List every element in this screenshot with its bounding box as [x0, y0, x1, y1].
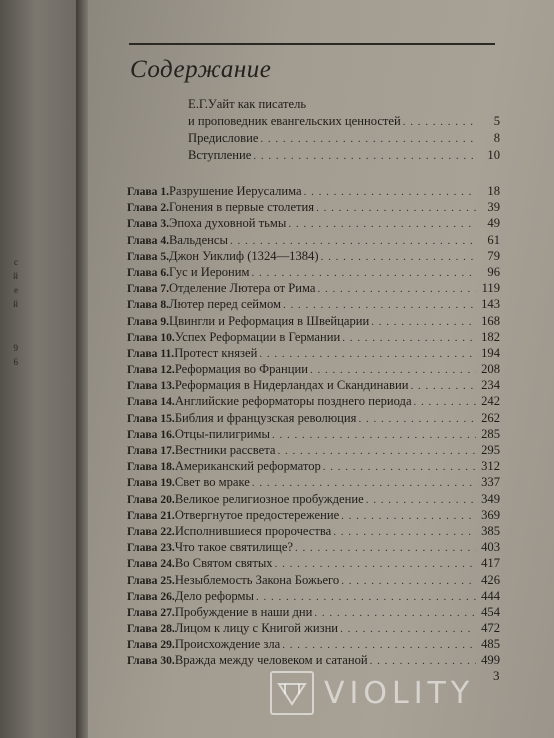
toc-chapter-entry [127, 249, 500, 265]
left-page-fragment: й [13, 299, 18, 309]
chapter-list [127, 184, 500, 670]
entry-page-number: 10 [487, 148, 500, 162]
dot-leader [321, 251, 476, 263]
toc-chapter-entry [127, 475, 500, 491]
entry-title: Свет во мраке [174, 475, 250, 490]
entry-title: Эпоха духовной тьмы [169, 216, 287, 231]
chapter-number: Глава 20. [127, 492, 175, 506]
entry-page-number: 8 [493, 131, 500, 145]
toc-chapter-entry [127, 427, 500, 443]
entry-title: Отвергнутое предостережение [174, 507, 340, 522]
toc-chapter-entry [127, 216, 500, 232]
dot-leader [260, 133, 476, 145]
toc-chapter-entry [127, 605, 500, 621]
dot-leader [316, 202, 476, 214]
entry-page-number: 403 [481, 540, 500, 555]
chapter-number: Глава 21. [127, 508, 175, 522]
dot-leader [323, 461, 476, 473]
dot-leader [278, 445, 477, 457]
entry-page-number: 349 [481, 491, 500, 506]
dot-leader [304, 186, 476, 198]
entry-page-number: 168 [481, 313, 500, 328]
toc-chapter-entry [127, 394, 500, 410]
chapter-number: Глава 30. [127, 654, 175, 668]
dot-leader [252, 477, 476, 489]
toc-intro-entry [188, 148, 500, 165]
left-page [0, 0, 80, 738]
dot-leader [403, 116, 476, 128]
toc-chapter-entry [127, 621, 500, 637]
toc-chapter-entry [127, 362, 500, 378]
dot-leader [341, 510, 476, 522]
toc-chapter-entry [127, 411, 500, 427]
chapter-number: Глава 13. [127, 379, 175, 393]
dot-leader [366, 494, 476, 506]
entry-page-number: 143 [481, 297, 500, 312]
left-page-fragment: с [14, 257, 18, 267]
entry-title: Реформация в Нидерландах и Скандинавии [174, 378, 409, 393]
chapter-number: Глава 12. [127, 363, 175, 377]
entry-title: Исполнившиеся пророчества [174, 523, 332, 538]
dot-leader [414, 396, 476, 408]
dot-leader [230, 235, 476, 247]
toc-chapter-entry [127, 265, 500, 281]
dot-leader [342, 332, 476, 344]
chapter-number: Глава 1. [127, 185, 170, 198]
page-number: 3 [493, 668, 500, 683]
left-page-gap [6, 311, 18, 341]
chapter-number: Глава 2. [127, 201, 170, 215]
dot-leader [256, 591, 476, 603]
left-page-fragments [6, 255, 18, 369]
chapter-number: Глава 23. [127, 541, 175, 555]
entry-title: Американский реформатор [174, 459, 321, 474]
chapter-number: Глава 10. [127, 330, 175, 344]
toc-chapter-entry [127, 540, 500, 556]
entry-page-number: 385 [481, 523, 500, 538]
watermark-logo-icon [270, 671, 314, 715]
entry-page-number: 61 [487, 232, 500, 247]
entry-title: Лицом к лицу с Книгой жизни [174, 621, 339, 636]
chapter-number: Глава 17. [127, 444, 175, 457]
chapter-number: Глава 29. [127, 638, 175, 652]
entry-page-number: 444 [481, 588, 500, 603]
toc-chapter-entry [127, 378, 500, 394]
toc-chapter-entry [127, 200, 500, 216]
dot-leader [340, 623, 476, 635]
chapter-number: Глава 24. [127, 557, 175, 571]
left-page-fragment: 6 [13, 357, 18, 367]
chapter-number: Глава 25. [127, 573, 175, 587]
chapter-number: Глава 15. [127, 411, 175, 425]
dot-leader [272, 429, 476, 441]
chapter-number: Глава 3. [127, 217, 170, 231]
toc-chapter-entry [127, 330, 500, 346]
entry-title: Английские реформаторы позднего периода [174, 394, 412, 409]
toc-chapter-entry [127, 524, 500, 540]
entry-page-number: 242 [481, 394, 500, 409]
chapter-number: Глава 6. [127, 265, 170, 279]
toc-chapter-entry [127, 443, 500, 459]
entry-title: Успех Реформации в Германии [174, 329, 341, 344]
entry-page-number: 369 [481, 507, 500, 522]
dot-leader [310, 364, 476, 376]
toc-chapter-entry [127, 556, 500, 572]
toc-chapter-entry [127, 573, 500, 589]
entry-title: Протест князей [174, 345, 258, 360]
entry-title: Отцы-пилигримы [174, 426, 270, 441]
entry-title: Дело реформы [174, 588, 254, 603]
entry-page-number: 262 [481, 410, 500, 425]
entry-page-number: 79 [487, 248, 500, 263]
chapter-number: Глава 26. [127, 589, 175, 603]
entry-page-number: 472 [481, 621, 500, 636]
entry-title: Предисловие [188, 131, 259, 145]
dot-leader [253, 150, 476, 162]
left-page-fragment: е [14, 285, 18, 295]
dot-leader [358, 413, 476, 425]
toc-chapter-entry [127, 233, 500, 249]
entry-title: Цвингли и Реформация в Швейцарии [169, 313, 370, 328]
entry-page-number: 426 [481, 572, 500, 587]
intro-list [188, 97, 500, 165]
chapter-number: Глава 22. [127, 524, 175, 538]
entry-title: Пробуждение в наши дни [174, 604, 313, 619]
entry-title: Вальденсы [169, 232, 228, 247]
chapter-number: Глава 14. [127, 395, 175, 409]
dot-leader [259, 348, 476, 360]
entry-page-number: 5 [493, 114, 500, 128]
chapter-number: Глава 5. [127, 249, 170, 263]
entry-page-number: 39 [487, 200, 500, 215]
entry-page-number: 182 [481, 329, 500, 344]
dot-leader [341, 575, 476, 587]
toc-chapter-entry [127, 314, 500, 330]
left-page-fragment: й [13, 271, 18, 281]
header-rule [129, 43, 495, 45]
dot-leader [314, 607, 476, 619]
toc-intro-entry [188, 114, 500, 131]
entry-title: Гонения в первые столетия [169, 200, 315, 215]
toc-chapter-entry [127, 297, 500, 313]
chapter-number: Глава 4. [127, 233, 170, 247]
entry-page-number: 285 [481, 426, 500, 441]
entry-title: Лютер перед сеймом [169, 297, 282, 312]
chapter-number: Глава 18. [127, 460, 175, 474]
entry-title: и проповедник евангельских ценностей [188, 114, 401, 128]
entry-page-number: 194 [481, 345, 500, 360]
chapter-number: Глава 11. [127, 346, 175, 360]
dot-leader [317, 283, 476, 295]
watermark [270, 668, 474, 718]
chapter-number: Глава 16. [127, 427, 175, 441]
dot-leader [251, 267, 476, 279]
entry-page-number: 234 [481, 378, 500, 393]
chapter-number: Глава 9. [127, 314, 170, 328]
chapter-number: Глава 7. [127, 282, 170, 296]
toc-intro-entry [188, 131, 500, 148]
entry-page-number: 295 [481, 443, 500, 457]
entry-title: Великое религиозное пробуждение [174, 491, 364, 506]
entry-page-number: 312 [481, 459, 500, 474]
dot-leader [370, 655, 476, 667]
toc-chapter-entry [127, 459, 500, 475]
dot-leader [288, 218, 476, 230]
entry-title: Вступление [188, 148, 252, 162]
entry-title: Джон Уиклиф (1324—1384) [169, 248, 319, 263]
chapter-number: Глава 27. [127, 605, 175, 619]
entry-title: Библия и французская революция [174, 410, 357, 425]
entry-title: Реформация во Франции [174, 362, 308, 377]
entry-title: Что такое святилище? [174, 540, 294, 555]
entry-title: Отделение Лютера от Рима [169, 281, 316, 296]
dot-leader [371, 316, 476, 328]
chapter-number: Глава 8. [127, 298, 170, 312]
entry-title: Е.Г.Уайт как писатель [188, 97, 307, 111]
entry-title: Незыблемость Закона Божьего [174, 572, 340, 587]
entry-title: Разрушение Иерусалима [169, 184, 302, 198]
chapter-number: Глава 28. [127, 622, 175, 636]
toc-chapter-entry [127, 637, 500, 653]
dot-leader [333, 526, 476, 538]
entry-page-number: 337 [481, 475, 500, 490]
entry-page-number: 454 [481, 604, 500, 619]
entry-page-number: 485 [481, 637, 500, 652]
toc-chapter-entry [127, 589, 500, 605]
entry-page-number: 499 [481, 653, 500, 668]
dot-leader [295, 542, 476, 554]
entry-title: Происхождение зла [174, 637, 281, 652]
entry-page-number: 49 [487, 216, 500, 231]
entry-page-number: 208 [481, 362, 500, 377]
entry-page-number: 119 [481, 281, 500, 296]
chapter-number: Глава 19. [127, 476, 175, 490]
dot-leader [410, 380, 476, 392]
toc-chapter-entry [127, 184, 500, 200]
entry-title: Вестники рассвета [174, 443, 276, 457]
toc-chapter-entry [127, 492, 500, 508]
dot-leader [283, 299, 476, 311]
toc-chapter-entry [127, 281, 500, 297]
entry-page-number: 18 [487, 184, 500, 198]
entry-title: Гус и Иероним [169, 264, 250, 279]
entry-title: Во Святом святых [174, 556, 273, 571]
watermark-text: VIOLITY [324, 675, 475, 711]
dot-leader [282, 639, 476, 651]
page-title: Содержание [130, 56, 272, 83]
left-page-fragment: 9 [13, 343, 18, 353]
toc-intro-entry [188, 97, 500, 114]
entry-page-number: 96 [487, 264, 500, 279]
dot-leader [275, 558, 476, 570]
entry-title: Вражда между человеком и сатаной [174, 653, 368, 668]
toc-chapter-entry [127, 508, 500, 524]
toc-chapter-entry [127, 346, 500, 362]
entry-page-number: 417 [481, 556, 500, 571]
